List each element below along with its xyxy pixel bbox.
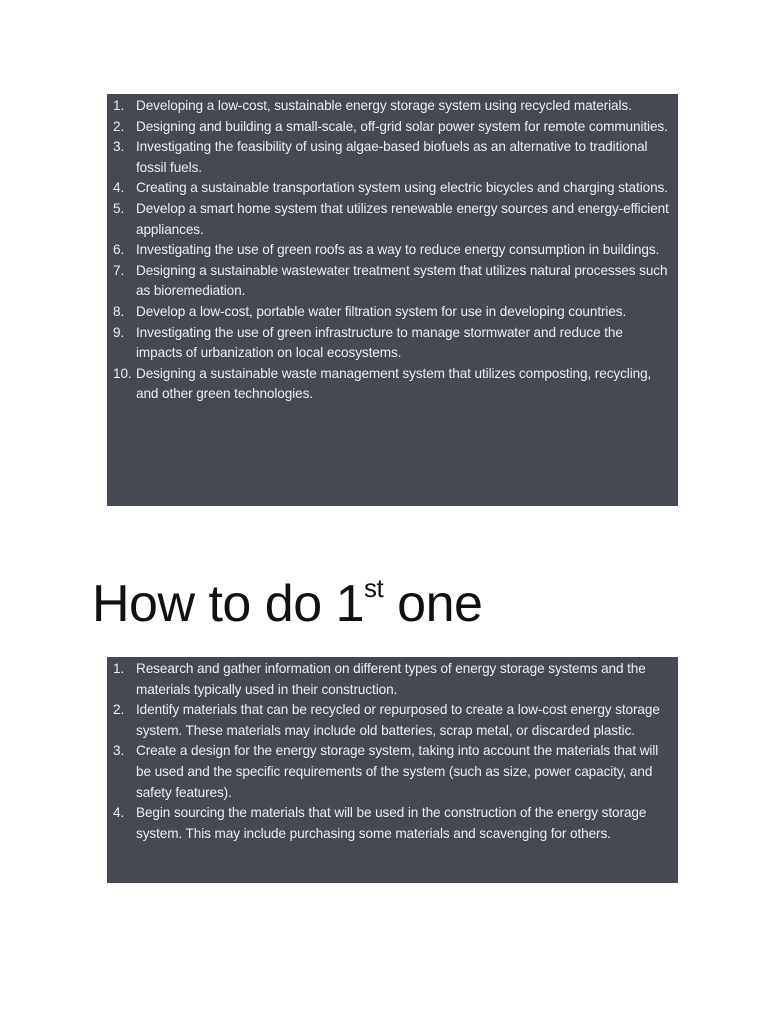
list-item bbox=[113, 302, 672, 323]
list-item bbox=[113, 240, 672, 261]
project-ideas-list bbox=[113, 96, 672, 405]
list-item bbox=[113, 323, 672, 364]
list-item-text: Begin sourcing the materials that will be used in the construction of the energy storage system. This may include purchasing some materials and scavenging for others. bbox=[136, 805, 647, 841]
section-heading bbox=[92, 572, 482, 644]
list-item-number: 9. bbox=[113, 324, 125, 340]
list-item-text: Create a design for the energy storage system, taking into account the materials that will be used and the specific requirements of the system (such as size, power capacity, and safety features). bbox=[136, 743, 659, 800]
list-item-text: Research and gather information on different types of energy storage systems and the materials typically used in their construction. bbox=[136, 661, 646, 697]
project-ideas-panel bbox=[107, 94, 678, 506]
list-item-number: 3. bbox=[113, 139, 125, 155]
list-item bbox=[113, 700, 672, 741]
list-item-number: 2. bbox=[113, 118, 125, 134]
steps-list bbox=[113, 659, 672, 844]
list-item-number: 1. bbox=[113, 98, 125, 113]
list-item bbox=[113, 137, 672, 178]
list-item-text: Identify materials that can be recycled or repurposed to create a low-cost energy storage system. These materials may include old batteries, scrap metal, or discarded plastic. bbox=[136, 702, 660, 738]
list-item-number: 6. bbox=[113, 242, 125, 258]
list-item bbox=[113, 96, 672, 117]
heading-superscript: st bbox=[364, 573, 384, 603]
list-item-number: 10. bbox=[113, 365, 132, 381]
list-item-text: Investigating the use of green infrastructure to manage stormwater and reduce the impacts of urbanization on local ecosystems. bbox=[136, 324, 623, 361]
heading-text-before: How to do 1 bbox=[92, 575, 364, 633]
list-item-text: Develop a smart home system that utilizes renewable energy sources and energy-efficient appliances. bbox=[136, 200, 669, 237]
list-item-number: 8. bbox=[113, 303, 125, 319]
list-item bbox=[113, 117, 672, 138]
list-item-text: Designing a sustainable wastewater treatment system that utilizes natural processes such as bioremediation. bbox=[136, 262, 668, 299]
list-item-number: 7. bbox=[113, 262, 125, 278]
list-item-text: Creating a sustainable transportation system using electric bicycles and charging stations. bbox=[136, 180, 668, 196]
list-item-number: 3. bbox=[113, 743, 125, 759]
list-item-text: Designing and building a small-scale, off-grid solar power system for remote communities. bbox=[136, 118, 668, 134]
list-item-text: Investigating the use of green roofs as a way to reduce energy consumption in buildings. bbox=[136, 242, 660, 258]
list-item bbox=[113, 364, 672, 405]
steps-panel bbox=[107, 657, 678, 883]
heading-text-after: one bbox=[383, 575, 483, 633]
list-item-number: 1. bbox=[113, 661, 125, 676]
list-item-number: 4. bbox=[113, 180, 125, 196]
list-item-number: 2. bbox=[113, 702, 125, 718]
list-item bbox=[113, 178, 672, 199]
list-item-text: Developing a low-cost, sustainable energy storage system using recycled materials. bbox=[136, 98, 632, 113]
list-item-text: Develop a low-cost, portable water filtration system for use in developing countries. bbox=[136, 303, 627, 319]
list-item-text: Investigating the feasibility of using algae-based biofuels as an alternative to traditional fossil fuels. bbox=[136, 139, 648, 175]
list-item bbox=[113, 199, 672, 240]
list-item-text: Designing a sustainable waste management system that utilizes composting, recycling, and other green technologies. bbox=[136, 365, 652, 402]
list-item bbox=[113, 659, 672, 700]
list-item-number: 5. bbox=[113, 200, 125, 216]
list-item bbox=[113, 741, 672, 803]
list-item-number: 4. bbox=[113, 805, 125, 821]
list-item bbox=[113, 261, 672, 302]
list-item bbox=[113, 803, 672, 844]
